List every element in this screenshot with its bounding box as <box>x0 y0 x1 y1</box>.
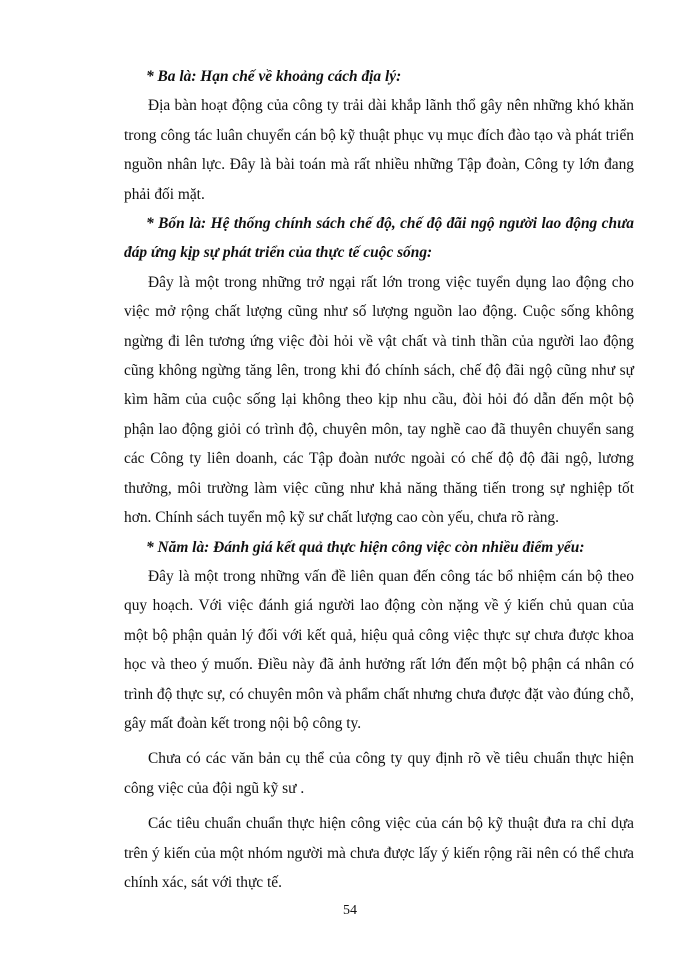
page-number: 54 <box>343 903 357 918</box>
body-paragraph: Địa bàn hoạt động của công ty trải dài khắp lãnh thổ gây nên những khó khăn trong công tác luân chuyển cán bộ kỹ thuật phục vụ mục đích đào tạo và phát triển nguồn nhân lực. Đây là bài toán mà rất nhiều những Tập đoàn, Công ty lớn đang phải đối mặt. <box>124 97 634 203</box>
body-paragraph: Đây là một trong những trở ngại rất lớn trong việc tuyển dụng lao động cho việc mở rộng chất lượng cũng như số lượng nguồn lao động. Cuộc sống không ngừng đi lên tương ứng việc đòi hỏi về vật chất và tinh thần của người lao động cũng không ngừng tăng lên, trong khi đó chính sách, chế độ đãi ngộ cũng như sự kìm hãm của cuộc sống lại không theo kịp nhu cầu, đòi hỏi đó dẫn đến một bộ phận lao động giỏi có trình độ, chuyên môn, tay nghề cao đã thuyên chuyển sang các Công ty liên doanh, các Tập đoàn nước ngoài có chế độ độ đãi ngộ, lương thưởng, môi trường làm việc cũng như khả năng thăng tiến trong sự nghiệp tốt hơn. Chính sách tuyển mộ kỹ sư chất lượng cao còn yếu, chưa rõ ràng. <box>124 273 634 527</box>
body-paragraph: Đây là một trong những vấn đề liên quan đến công tác bổ nhiệm cán bộ theo quy hoạch. Với việc đánh giá người lao động còn nặng về ý kiến chủ quan của một bộ phận quản lý đối với kết quả, hiệu quả công việc thực sự chưa được khoa học và theo ý muốn. Điều này đã ảnh hưởng rất lớn đến một bộ phận cá nhân có trình độ thực sự, có chuyên môn và phẩm chất nhưng chưa được đặt vào đúng chỗ, gây mất đoàn kết trong nội bộ công ty. <box>124 567 634 732</box>
body-paragraph: Các tiêu chuẩn chuẩn thực hiện công việc của cán bộ kỹ thuật đưa ra chỉ dựa trên ý kiến của một nhóm người mà chưa được lấy ý kiến rộng rãi nên có thể chưa chính xác, sát với thực tế. <box>124 815 634 891</box>
section-heading-bon-la: * Bốn là: Hệ thống chính sách chế độ, chế độ đãi ngộ người lao động chưa đáp ứng kịp sự phát triển của thực tế cuộc sống: <box>124 215 634 262</box>
section-heading-ba-la: * Ba là: Hạn chế về khoảng cách địa lý: <box>146 68 402 85</box>
page-content <box>124 62 634 897</box>
body-paragraph: Chưa có các văn bản cụ thể của công ty quy định rõ về tiêu chuẩn thực hiện công việc của đội ngũ kỹ sư . <box>124 750 634 797</box>
section-heading-nam-la: * Năm là: Đánh giá kết quả thực hiện công việc còn nhiều điểm yếu: <box>146 538 585 556</box>
